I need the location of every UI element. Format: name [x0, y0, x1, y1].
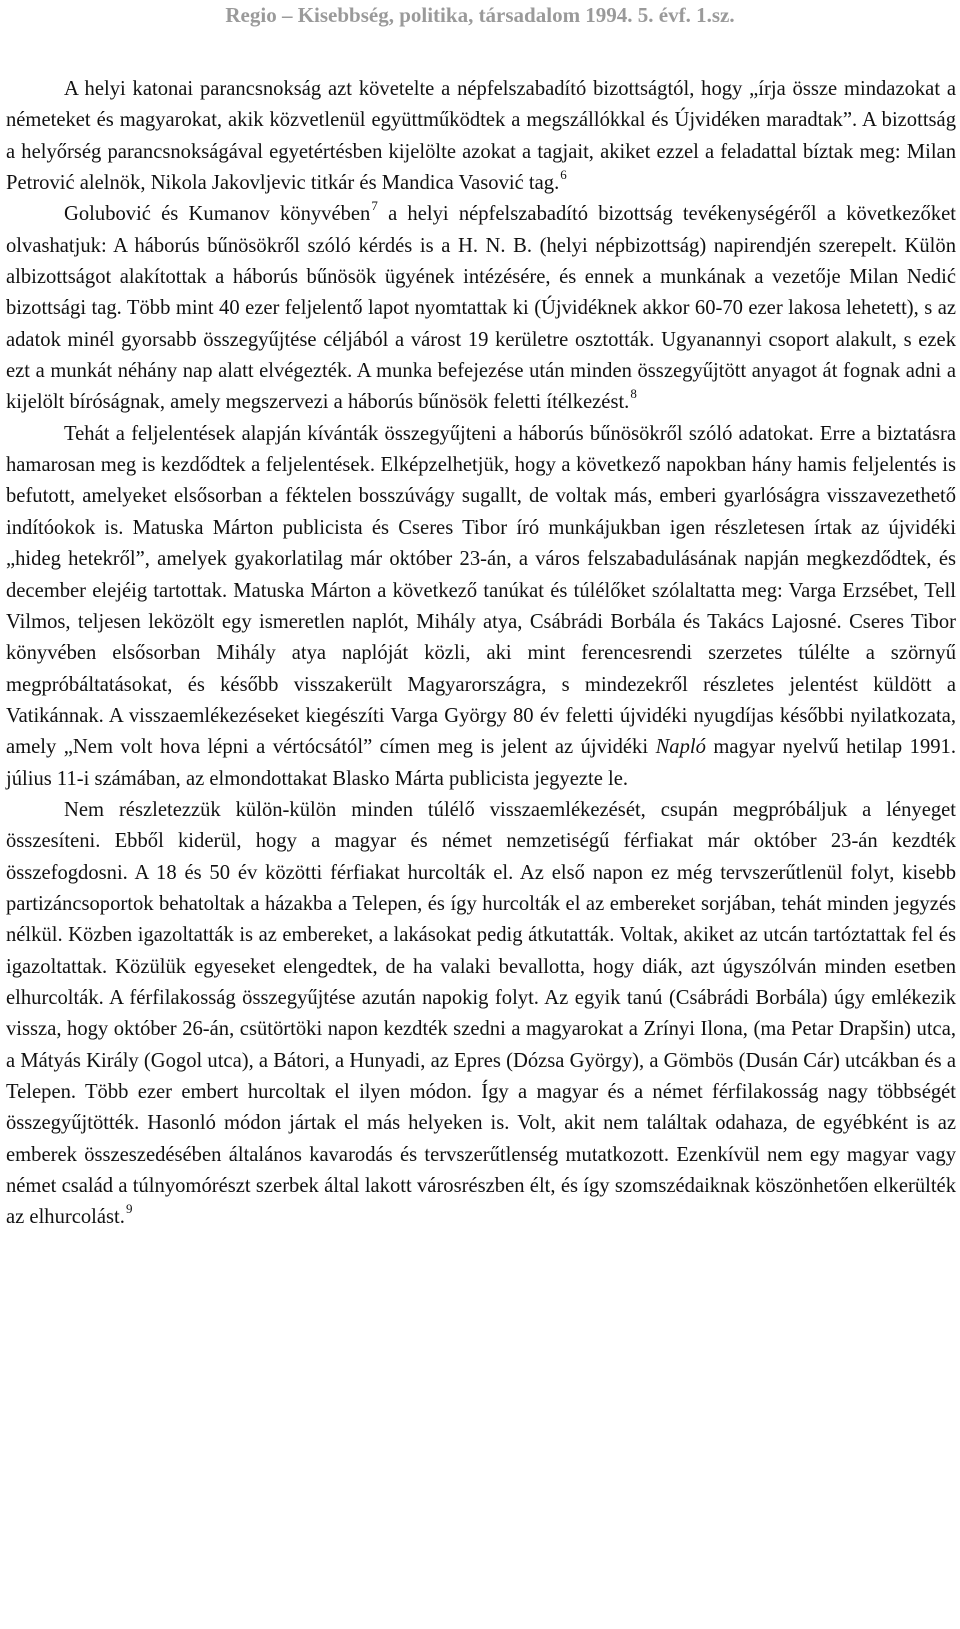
paragraph-text: magyar nyelvű hetilap 1991. július 11-i számában, az elmondottakat Blasko Márta publicista jegyezte le.	[6, 736, 956, 790]
footnote-marker: 9	[125, 1201, 133, 1217]
paragraph-text: A helyi katonai parancsnokság azt követelte a népfelszabadító bizottságtól, hogy „írja össze mindazokat a németeket és magyarokat, akik közvetlenül együttműködtek a megszállókkal és Újvidéken maradtak”. A bizottság a helyőrség parancsnokságával egyetértésben kijelölte azokat a tagjait, akiket ezzel a feladattal bíztak meg: Milan Petrović alelnök, Nikola Jakovljevic titkár és Mandica Vasović tag.	[6, 78, 956, 195]
italic-title: Napló	[655, 736, 706, 759]
footnote-marker: 6	[560, 167, 567, 183]
paragraph-text: a helyi népfelszabadító bizottság tevékenységéről a következőket olvashatjuk: A háborús bűnösökről szóló kérdés is a H. N. B. (helyi népbizottság) napirendjén szerepelt. Külön albizottságot alakítottak a háborús bűnösök ügyének intézésére, és ennek a munkának a vezetője Milan Nedić bizottsági tag. Több mint 40 ezer feljelentő lapot nyomtattak ki (Újvidéknek akkor 60-70 ezer lakosa lehetett), s az adatok minél gyorsabb összegyűjtése céljából a várost 19 kerületre osztották. Ugyanannyi csoport alakult, s ezek ezt a munkát néhány nap alatt elvégezték. A munka befejezése után minden összegyűjtött anyagot át fognak adni a kijelölt bíróságnak, amely megszervezi a háborús bűnösök feletti ítélkezést.	[6, 203, 956, 414]
paragraph	[6, 419, 956, 795]
running-header: Regio – Kisebbség, politika, társadalom 1994. 5. évf. 1.sz.	[225, 3, 735, 27]
footnote-marker: 7	[371, 198, 378, 214]
paragraph-text: Tehát a feljelentések alapján kívánták összegyűjteni a háborús bűnösökről szóló adatokat. Erre a biztatásra hamarosan meg is kezdődtek a feljelentések. Elképzelhetjük, hogy a következő napokban hány hamis feljelentés is befutott, amelyeket elsősorban a féktelen bosszúvágy sugallt, de voltak más, emberi gyarlóságra visszavezethető indítóokok is. Matuska Márton publicista és Cseres Tibor író munkájukban igen részletesen írtak az újvidéki „hideg hetekről”, amelyek gyakorlatilag már október 23-án, a város felszabadulásának napján megkezdődtek, és december elejéig tartottak. Matuska Márton a következő tanúkat és túlélőket szólaltatta meg: Varga Erzsébet, Tell Vilmos, teljesen leközölt egy ismeretlen naplót, Mihály atya, Csábrádi Borbála és Takács Lajosné. Cseres Tibor könyvében elsősorban Mihály atya naplóját közli, aki mint ferencesrendi szerzetes túlélte a szörnyű megpróbáltatásokat, és később visszakerült Magyarországra, s mindezekről részletes jelentést küldött a Vatikánnak. A visszaemlékezéseket kiegészíti Varga György 80 év feletti újvidéki nyugdíjas későbbi nyilatkozata, amely „Nem volt hova lépni a vértócsától” címen meg is jelent az újvidéki	[6, 422, 956, 759]
paragraph-text: Nem részletezzük külön-külön minden túlélő visszaemlékezését, csupán megpróbáljuk a lényeget összesíteni. Ebből kiderül, hogy a magyar és német nemzetiségű férfiakat már október 23-án kezdték összefogdosni. A 18 és 50 év közötti férfiakat hurcolták el. Az első napon ez még tervszerűtlenül folyt, kisebb partizáncsoportok behatoltak a házakba a Telepen, és így hurcolták el az embereket sorjában, tehát minden jegyzés nélkül. Közben igazoltatták is az embereket, a lakásokat pedig átkutatták. Voltak, akiket az utcán tartóztattak fel és igazoltattak. Közülük egyeseket elengedtek, de ha valaki bevallotta, hogy diák, azt úgyszólván minden esetben elhurcolták. A férfilakosság összegyűjtése azután napokig folyt. Az egyik tanú (Csábrádi Borbála) úgy emlékezik vissza, hogy október 26-án, csütörtöki napon kezdték szedni a magyarokat a Zrínyi Ilona, (ma Petar Drapšin) utca, a Mátyás Király (Gogol utca), a Bátori, a Hunyadi, az Epres (Dózsa György), a Gömbös (Dusán Cár) utcákban és a Telepen. Több ezer embert hurcoltak el ilyen módon. Így a magyar és a német férfilakosság nagy többségét összegyűjtötték. Hasonló módon jártak el más helyeken is. Volt, akit nem találtak odahaza, de egyébként is az emberek összeszedésében általános kavarodás és tervszerűtlenség mutatkozott. Ezenkívül nem egy magyar vagy német család a túlnyomórészt szerbek által lakott városrészben élt, és így szomszédaiknak köszönhetően elkerülték az elhurcolást.	[6, 798, 956, 1229]
paragraph	[6, 74, 956, 199]
paragraph	[6, 199, 956, 418]
article-body	[6, 74, 956, 1234]
paragraph-text: Golubović és Kumanov könyvében	[64, 203, 371, 226]
paragraph	[6, 795, 956, 1234]
footnote-marker: 8	[630, 386, 637, 402]
